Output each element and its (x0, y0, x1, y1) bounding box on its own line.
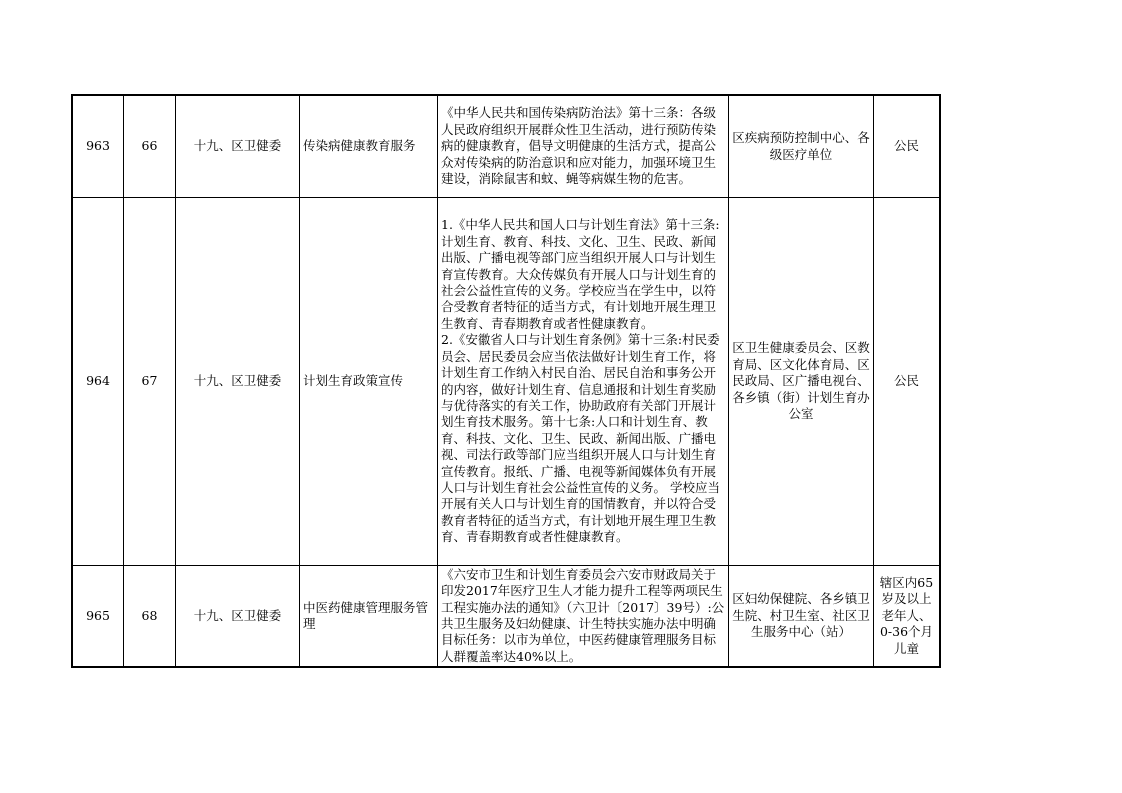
service-target: 公民 (874, 198, 940, 566)
table-row (73, 566, 940, 667)
service-name: 计划生育政策宣传 (300, 198, 438, 566)
item-number: 67 (124, 198, 176, 566)
service-name: 传染病健康教育服务 (300, 96, 438, 198)
table-row (73, 198, 940, 566)
legal-basis: 《中华人民共和国传染病防治法》第十三条：各级人民政府组织开展群众性卫生活动，进行预防传染病的健康教育，倡导文明健康的生活方式，提高公众对传染病的防治意识和应对能力，加强环境卫生建设，消除鼠害和蚊、蝇等病媒生物的危害。 (438, 96, 729, 198)
responsible-unit: 区卫生健康委员会、区教育局、区文化体育局、区民政局、区广播电视台、各乡镇（街）计划生育办公室 (729, 198, 874, 566)
service-name: 中医药健康管理服务管理 (300, 566, 438, 667)
service-list-table (72, 95, 940, 667)
legal-basis: 1.《中华人民共和国人口与计划生育法》第十三条:计划生育、教育、科技、文化、卫生、民政、新闻出版、广播电视等部门应当组织开展人口与计划生育宣传教育。大众传媒负有开展人口与计划生育的社会公益性宣传的义务。学校应当在学生中，以符合受教育者特征的适当方式，有计划地开展生理卫生教育、青春期教育或者性健康教育。 2.《安徽省人口与计划生育条例》第十三条:村民委员会、居民委员会应当依法做好计划生育工作，将计划生育工作纳入村民自治、居民自治和事务公开的内容，做好计划生育、信息通报和计划生育奖励与优待落实的有关工作，协助政府有关部门开展计划生育技术服务。第十七条:人口和计划生育、教育、科技、文化、卫生、民政、新闻出版、广播电视、司法行政等部门应当组织开展人口与计划生育宣传教育。报纸、广播、电视等新闻媒体负有开展人口与计划生育社会公益性宣传的义务。 学校应当开展有关人口与计划生育的国情教育，并以符合受教育者特征的适当方式，有计划地开展生理卫生教育、青春期教育或者性健康教育。 (438, 198, 729, 566)
item-number: 66 (124, 96, 176, 198)
department: 十九、区卫健委 (176, 198, 300, 566)
department: 十九、区卫健委 (176, 566, 300, 667)
service-target: 公民 (874, 96, 940, 198)
responsible-unit: 区妇幼保健院、各乡镇卫生院、村卫生室、社区卫生服务中心（站） (729, 566, 874, 667)
service-target: 辖区内65岁及以上老年人、0-36个月儿童 (874, 566, 940, 667)
responsible-unit: 区疾病预防控制中心、各级医疗单位 (729, 96, 874, 198)
row-number: 963 (73, 96, 124, 198)
department: 十九、区卫健委 (176, 96, 300, 198)
item-number: 68 (124, 566, 176, 667)
row-number: 965 (73, 566, 124, 667)
table-row (73, 96, 940, 198)
legal-basis: 《六安市卫生和计划生育委员会六安市财政局关于印发2017年医疗卫生人才能力提升工程等两项民生工程实施办法的通知》（六卫计〔2017〕39号）:公共卫生服务及妇幼健康、计生特扶实施办法中明确目标任务：以市为单位，中医药健康管理服务目标人群覆盖率达40%以上。 (438, 566, 729, 667)
row-number: 964 (73, 198, 124, 566)
